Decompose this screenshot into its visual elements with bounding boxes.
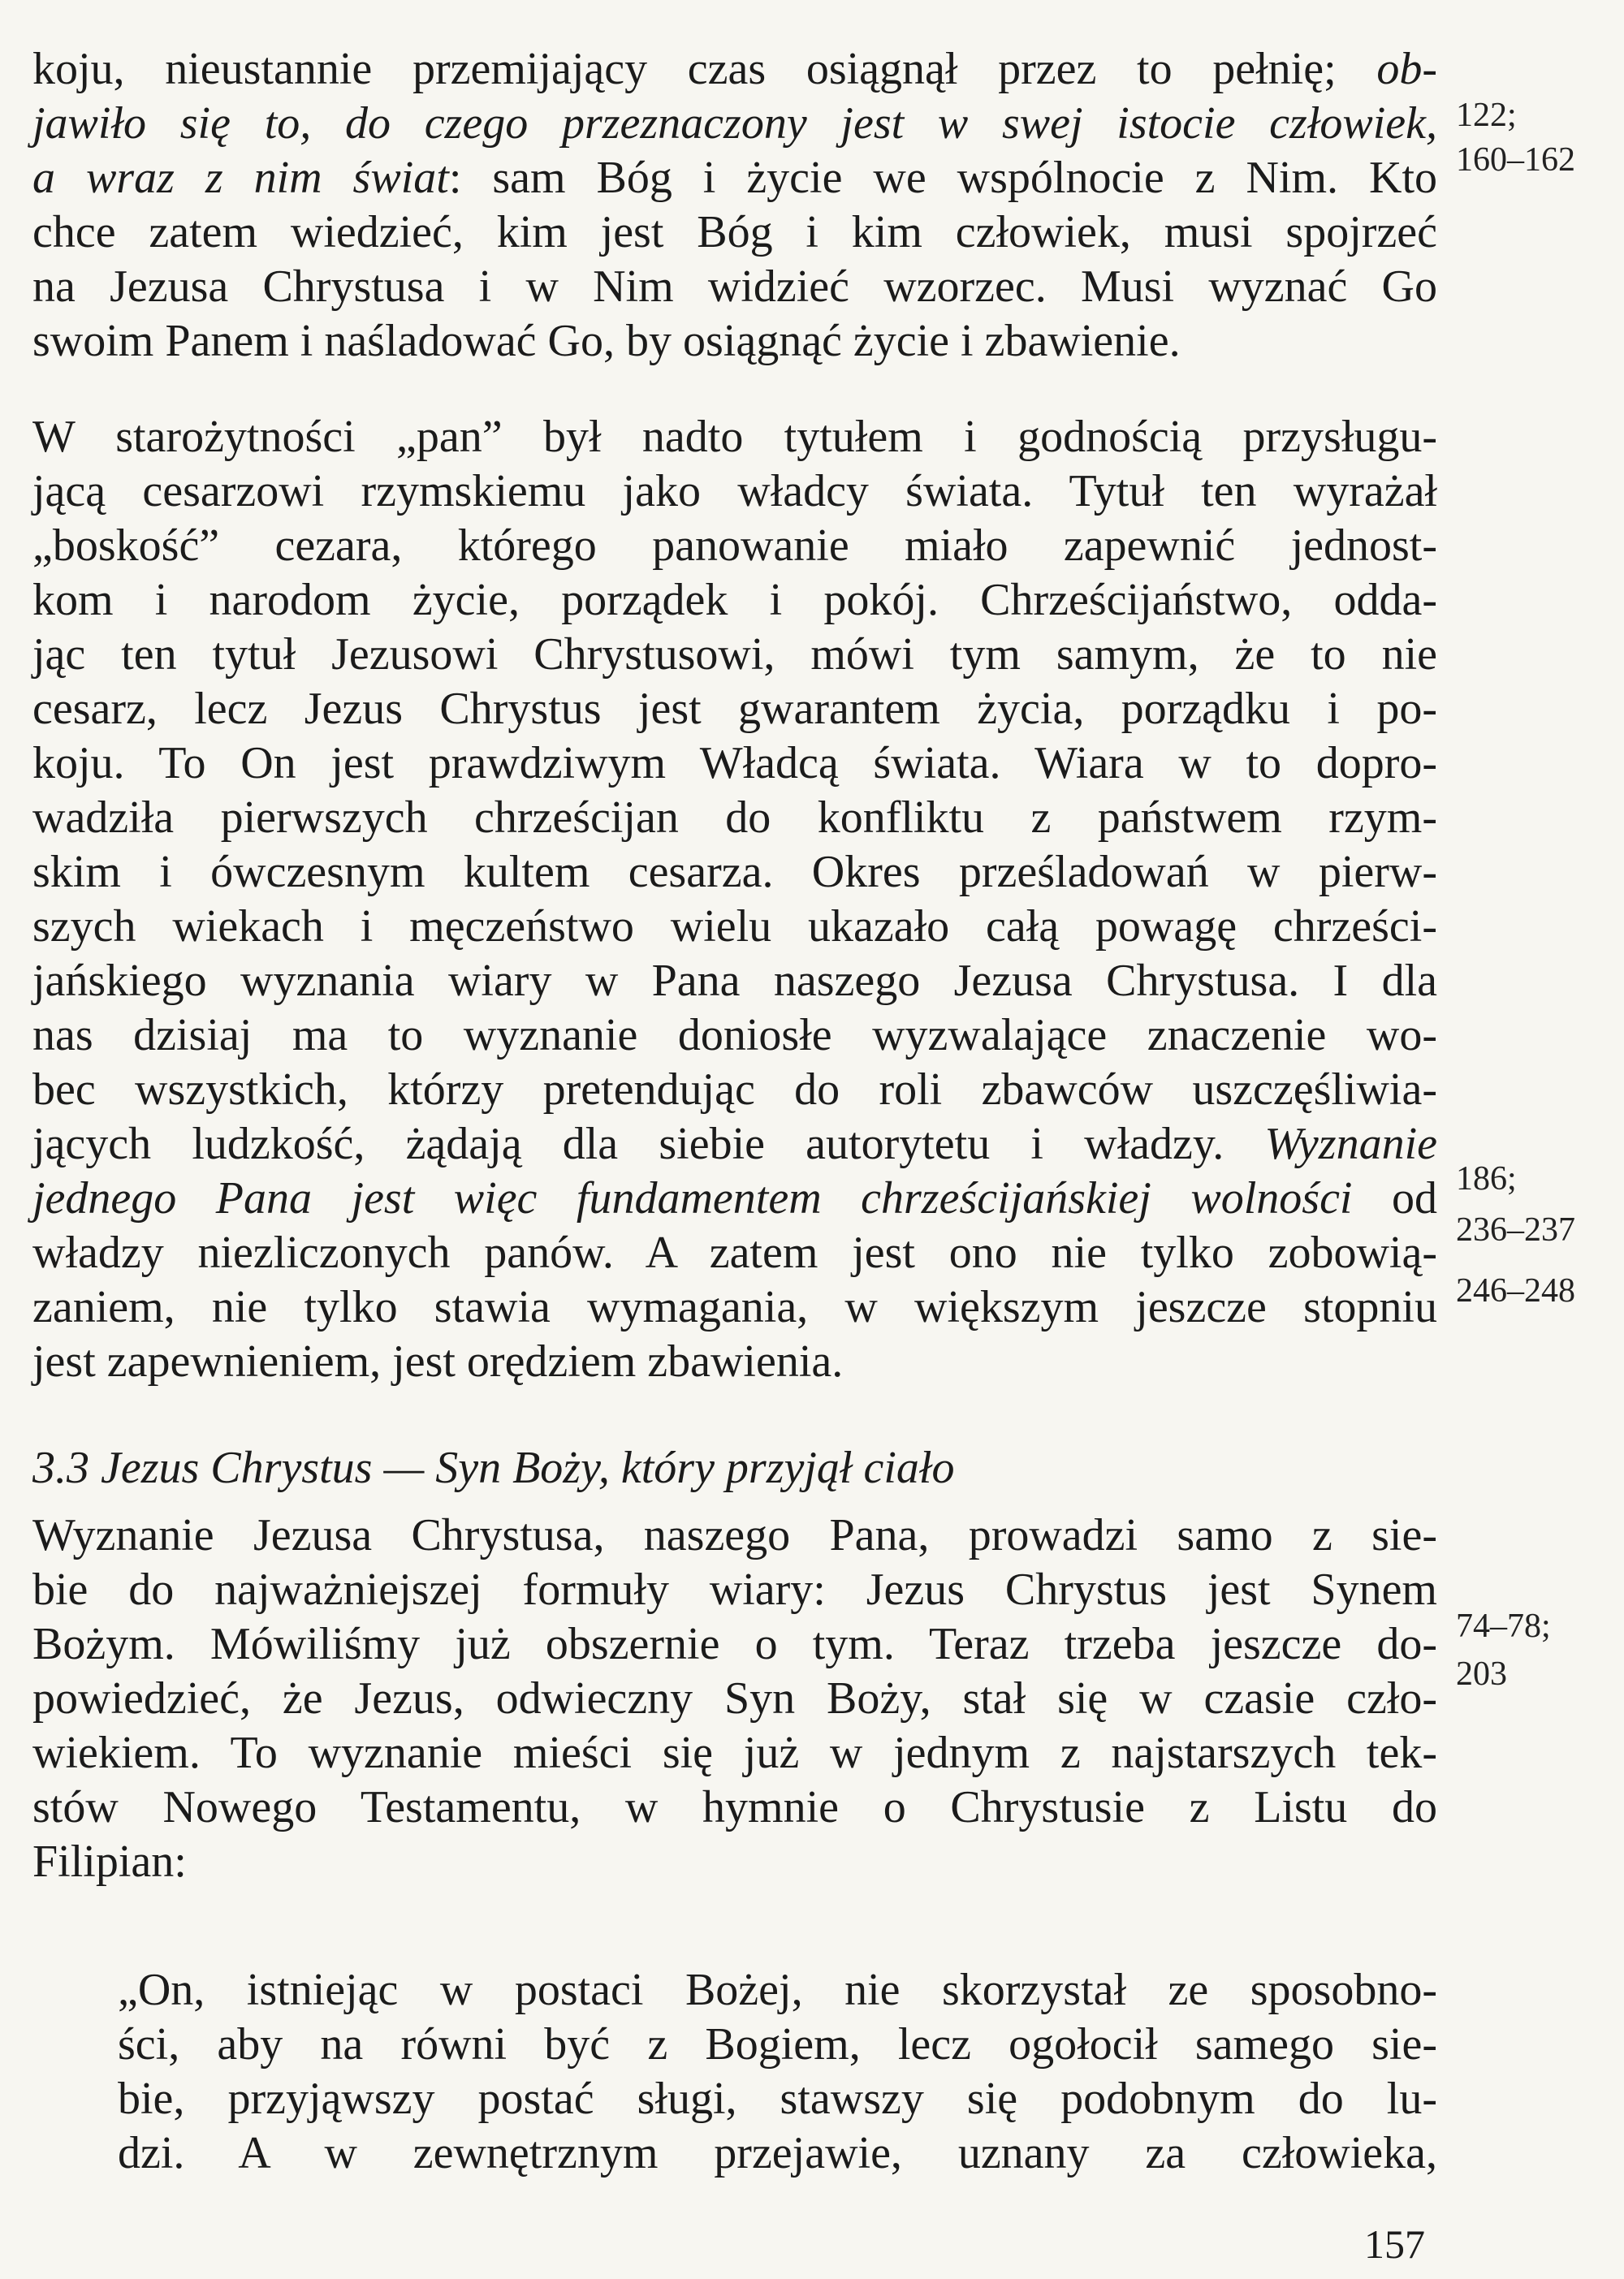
- text-line: jednego Pana jest więc fundamentem chrześcijańskiej wolności od: [32, 1173, 1438, 1224]
- text-line: władzy niezliczonych panów. A zatem jest ono nie tylko zobowią-: [32, 1228, 1437, 1278]
- text-line: jących ludzkość, żądają dla siebie autorytetu i władzy. Wyznanie: [32, 1119, 1437, 1169]
- text-line: wiekiem. To wyznanie mieści się już w jednym z najstarszych tek-: [32, 1728, 1437, 1778]
- text-line: „boskość” cezara, którego panowanie miało zapewnić jednost-: [32, 520, 1437, 571]
- section-heading: 3.3 Jezus Chrystus — Syn Boży, który przyjął ciało: [32, 1443, 955, 1493]
- margin-reference: 246–248: [1456, 1272, 1575, 1310]
- text-line: Filipian:: [32, 1837, 187, 1887]
- text-line: „On, istniejąc w postaci Bożej, nie skorzystał ze sposobno-: [118, 1965, 1437, 2015]
- text-line: jest zapewnieniem, jest orędziem zbawienia.: [32, 1336, 844, 1387]
- text-line: jąc ten tytuł Jezusowi Chrystusowi, mówi tym samym, że to nie: [32, 629, 1437, 680]
- text-line: bec wszystkich, którzy pretendując do roli zbawców uszczęśliwia-: [32, 1064, 1437, 1115]
- text-line: Wyznanie Jezusa Chrystusa, naszego Pana, prowadzi samo z sie-: [32, 1510, 1437, 1560]
- text-line: stów Nowego Testamentu, w hymnie o Chrystusie z Listu do: [32, 1782, 1437, 1832]
- text-line: dzi. A w zewnętrznym przejawie, uznany za człowieka,: [118, 2128, 1437, 2178]
- text-line: cesarz, lecz Jezus Chrystus jest gwarantem życia, porządku i po-: [32, 684, 1437, 734]
- text-line: a wraz z nim świat: sam Bóg i życie we wspólnocie z Nim. Kto: [32, 153, 1438, 203]
- margin-reference: 122;: [1456, 97, 1517, 134]
- text-line: ści, aby na równi być z Bogiem, lecz ogołocił samego sie-: [118, 2019, 1437, 2070]
- margin-reference: 160–162: [1456, 141, 1575, 179]
- text-line: koju. To On jest prawdziwym Władcą świata. Wiara w to dopro-: [32, 738, 1437, 788]
- text-line: nas dzisiaj ma to wyznanie doniosłe wyzwalające znaczenie wo-: [32, 1010, 1437, 1060]
- margin-reference: 203: [1456, 1655, 1507, 1693]
- text-line: szych wiekach i męczeństwo wielu ukazało całą powagę chrześci-: [32, 901, 1437, 952]
- text-line: na Jezusa Chrystusa i w Nim widzieć wzorzec. Musi wyznać Go: [32, 261, 1437, 312]
- text-line: jańskiego wyznania wiary w Pana naszego Jezusa Chrystusa. I dla: [32, 956, 1437, 1006]
- text-line: jawiło się to, do czego przeznaczony jest w swej istocie człowiek,: [32, 98, 1437, 149]
- text-line: bie do najważniejszej formuły wiary: Jezus Chrystus jest Synem: [32, 1565, 1437, 1615]
- text-line: swoim Panem i naśladować Go, by osiągnąć życie i zbawienie.: [32, 316, 1181, 366]
- page-number: 157: [1364, 2221, 1425, 2267]
- text-line: wadziła pierwszych chrześcijan do konfliktu z państwem rzym-: [32, 792, 1437, 843]
- text-line: bie, przyjąwszy postać sługi, stawszy się podobnym do lu-: [118, 2074, 1437, 2124]
- margin-reference: 74–78;: [1456, 1608, 1551, 1645]
- text-line: Bożym. Mówiliśmy już obszernie o tym. Teraz trzeba jeszcze do-: [32, 1619, 1437, 1669]
- text-line: kom i narodom życie, porządek i pokój. Chrześcijaństwo, odda-: [32, 575, 1437, 625]
- margin-reference: 236–237: [1456, 1211, 1575, 1249]
- text-line: W starożytności „pan” był nadto tytułem i godnością przysługu-: [32, 412, 1437, 462]
- text-line: zaniem, nie tylko stawia wymagania, w większym jeszcze stopniu: [32, 1282, 1437, 1332]
- text-line: chce zatem wiedzieć, kim jest Bóg i kim człowiek, musi spojrzeć: [32, 207, 1437, 257]
- text-line: powiedzieć, że Jezus, odwieczny Syn Boży, stał się w czasie czło-: [32, 1673, 1437, 1724]
- text-line: skim i ówczesnym kultem cesarza. Okres prześladowań w pierw-: [32, 847, 1437, 897]
- margin-reference: 186;: [1456, 1160, 1517, 1198]
- text-line: koju, nieustannie przemijający czas osiągnął przez to pełnię; ob-: [32, 44, 1437, 94]
- text-line: jącą cesarzowi rzymskiemu jako władcy świata. Tytuł ten wyrażał: [32, 466, 1437, 516]
